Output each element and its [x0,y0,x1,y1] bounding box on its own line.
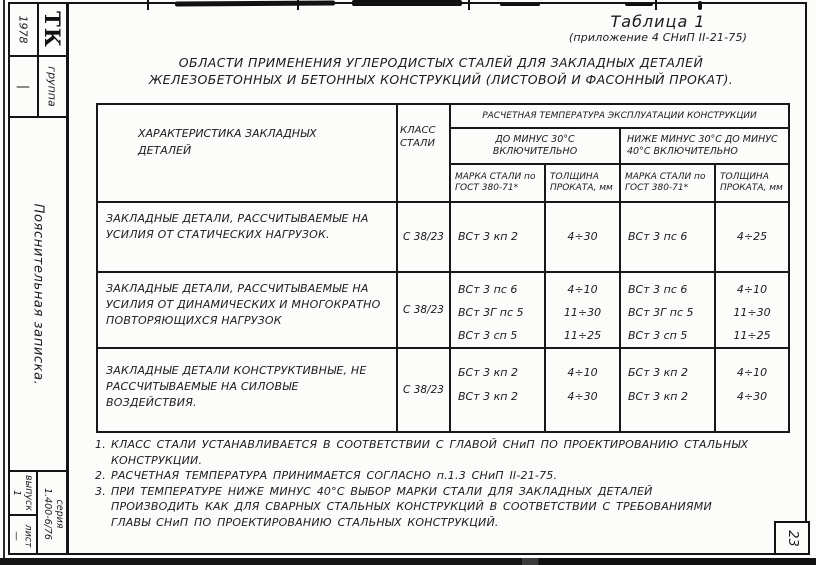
table-row-constructive [97,348,789,432]
row3-mark-low: БСт 3 кп 2 ВСт 3 кп 2 [450,348,545,432]
row1-mark-low: ВСт 3 кп 2 [450,202,545,272]
table-caption: Таблица 1 [610,12,706,31]
table-reference: (приложение 4 СНиП II-21-75) [568,31,748,44]
page-title [96,54,786,88]
sidebar-row-line-1 [8,55,68,57]
stamp-year-cell [8,4,38,54]
stamp-series [41,488,65,540]
footnote-2-number: 2. [95,469,106,482]
footnote-3-number: 3. [95,484,106,498]
row1-characteristic: ЗАКЛАДНЫЕ ДЕТАЛИ, РАССЧИТЫВАЕМЫЕ НА УСИЛИЯ ОТ СТАТИЧЕСКИХ НАГРУЗОК. [97,202,397,272]
table-caption-block [538,12,778,44]
row1-thick-low: 4÷30 [545,202,620,272]
sheet-number-box [774,521,810,555]
stamp-org-cell [38,4,67,54]
sheet-number: 23 [784,529,800,547]
stamp-sheet-label: лист [22,523,34,548]
stamp-org: ТК [40,10,66,48]
row3-steel-class: С 38/23 [397,348,450,432]
stamp-group-label: группа [46,66,59,107]
sidebar-row-line-2 [8,116,68,118]
row3-thick-lower: 4÷10 4÷30 [715,348,789,432]
row2-mark-low: ВСт 3 пс 6 ВСт 3Г пс 5 ВСт 3 сп 5 [450,272,545,348]
row1-thick-lower: 4÷25 [715,202,789,272]
col-header-temp-lower: НИЖЕ МИНУС 30°С ДО МИНУС 40°С ВКЛЮЧИТЕЛЬНО [620,128,789,164]
footnote-1 [95,437,763,468]
stamp-sheet-cell [8,516,36,555]
row2-thick-lower: 4÷10 11÷30 11÷25 [715,272,789,348]
footnote-2 [95,468,763,484]
row1-mark-lower: ВСт 3 пс 6 [620,202,715,272]
col-header-temp-low: ДО МИНУС 30°С ВКЛЮЧИТЕЛЬНО [450,128,620,164]
row3-thick-low: 4÷10 4÷30 [545,348,620,432]
stamp-doc-type: Пояснительная записка. [30,203,46,385]
col-header-thick-2: ТОЛЩИНА ПРОКАТА, мм [715,164,789,202]
stamp-issue-value: 1 [11,489,22,497]
row2-mark-lower: ВСт 3 пс 6 ВСт 3Г пс 5 ВСт 3 сп 5 [620,272,715,348]
stamp-year: 1978 [16,15,30,43]
row2-characteristic: ЗАКЛАДНЫЕ ДЕТАЛИ, РАССЧИТЫВАЕМЫЕ НА УСИЛИЯ ОТ ДИНАМИЧЕСКИХ И МНОГОКРАТНО ПОВТОРЯЮЩИХСЯ НАГРУЗОК [97,272,397,348]
stamp-group-value: — [16,78,30,95]
row2-steel-class: С 38/23 [397,272,450,348]
footnote-1-text: КЛАСС СТАЛИ УСТАНАВЛИВАЕТСЯ В СООТВЕТСТВИИ С ГЛАВОЙ СНиП ПО ПРОЕКТИРОВАНИЮ СТАЛЬНЫХ КОНСТРУКЦИИ. [111,438,749,467]
scan-artifact-bottom [0,558,816,565]
stamp-issue [10,475,34,511]
col-header-mark-2: МАРКА СТАЛИ по ГОСТ 380-71* [620,164,715,202]
row1-steel-class: С 38/23 [397,202,450,272]
footnote-3-text: ПРИ ТЕМПЕРАТУРЕ НИЖЕ МИНУС 40°С ВЫБОР МАРКИ СТАЛИ ДЛЯ ЗАКЛАДНЫХ ДЕТАЛЕЙ ПРОИЗВОДИТЬ КАК ДЛЯ СВАРНЫХ СТАЛЬНЫХ КОНСТРУКЦИЙ В СООТВЕТСТВИИ С ТРЕБОВАНИЯМИ ГЛАВЫ СНиП ПО ПРОЕКТИРОВАНИЮ СТАЛЬНЫХ КОНСТРУКЦИЙ. [111,484,712,529]
table-row-static-loads [97,202,789,272]
stamp-group-value-cell [8,58,38,115]
stamp-series-label: серия [53,499,65,528]
row3-mark-lower: БСт 3 кп 2 ВСт 3 кп 2 [620,348,715,432]
stamp-issue-cell [8,472,36,514]
footnote-1-number: 1. [95,438,106,451]
col-header-steel-class: КЛАСС СТАЛИ [397,104,450,202]
row2-thick-low: 4÷10 11÷30 11÷25 [545,272,620,348]
col-header-characteristic: ХАРАКТЕРИСТИКА ЗАКЛАДНЫХ ДЕТАЛЕЙ [97,104,397,202]
stamp-sheet [10,524,34,547]
row3-characteristic: ЗАКЛАДНЫЕ ДЕТАЛИ КОНСТРУКТИВНЫЕ, НЕ РАССЧИТЫВАЕМЫЕ НА СИЛОВЫЕ ВОЗДЕЙСТВИЯ. [97,348,397,432]
stamp-sheet-value: — [10,530,22,541]
steel-application-table [96,103,790,433]
stamp-group-label-cell [38,58,67,115]
col-header-thick-1: ТОЛЩИНА ПРОКАТА, мм [545,164,620,202]
col-header-mark-1: МАРКА СТАЛИ по ГОСТ 380-71* [450,164,545,202]
sheet-edge-line [3,0,5,565]
stamp-series-value: 1.400-6/76 [41,487,53,540]
page-title-line1: ОБЛАСТИ ПРИМЕНЕНИЯ УГЛЕРОДИСТЫХ СТАЛЕЙ ДЛЯ ЗАКЛАДНЫХ ДЕТАЛЕЙ [178,55,704,70]
page-title-line2: ЖЕЛЕЗОБЕТОННЫХ И БЕТОННЫХ КОНСТРУКЦИЙ (ЛИСТОВОЙ И ФАСОННЫЙ ПРОКАТ). [148,72,734,87]
footnote-3 [95,484,715,531]
stamp-issue-label: выпуск [23,475,34,511]
footnotes [95,437,763,530]
stamp-doc-type-cell [8,119,67,469]
col-header-temp-group: РАСЧЕТНАЯ ТЕМПЕРАТУРА ЭКСПЛУАТАЦИИ КОНСТРУКЦИИ [450,104,789,128]
table-row-dynamic-loads [97,272,789,348]
stamp-series-cell [38,472,67,555]
footnote-2-text: РАСЧЕТНАЯ ТЕМПЕРАТУРА ПРИНИМАЕТСЯ СОГЛАСНО п.1.3 СНиП II-21-75. [111,469,558,482]
